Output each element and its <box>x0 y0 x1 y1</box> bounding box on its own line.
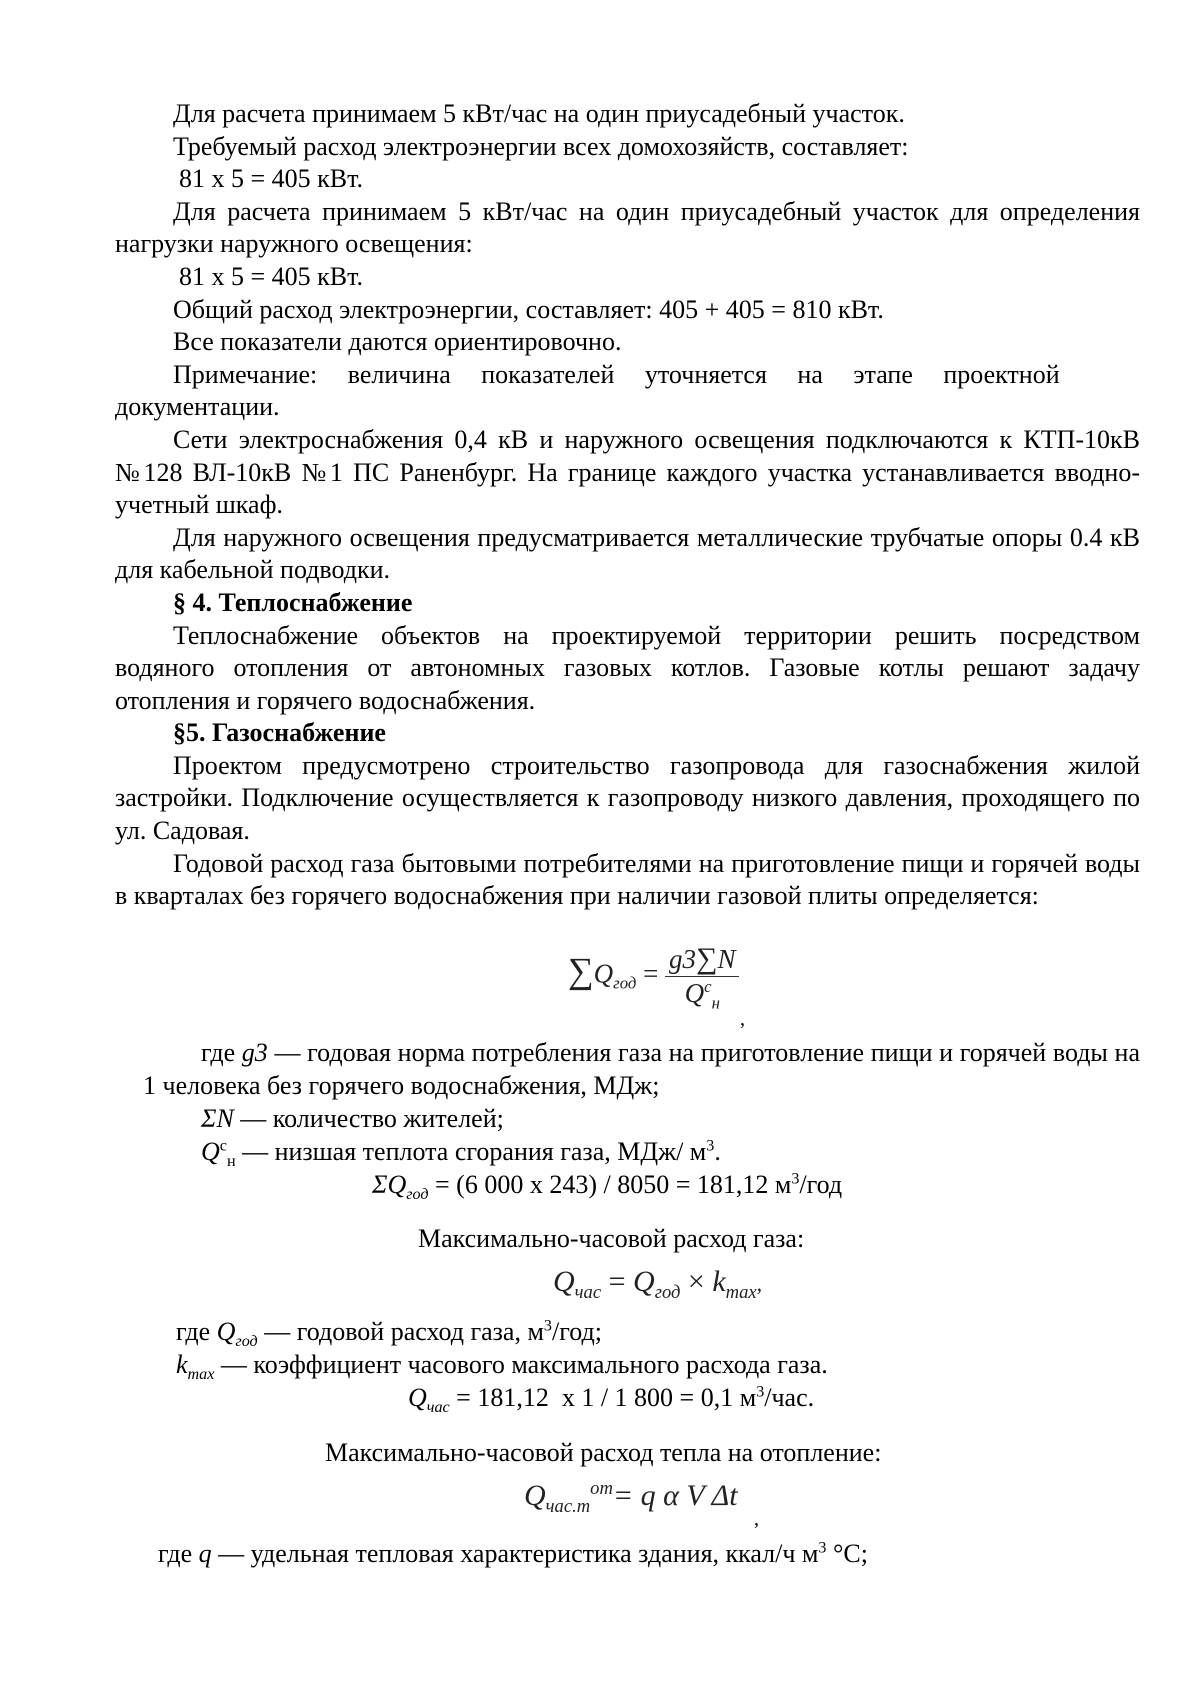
paragraph: Для расчета принимаем 5 кВт/час на один приусадебный участок для определения нагрузки наружного освещения: <box>115 196 1140 259</box>
formula-hourly-heat: $Q_{час.т}^{от}= q$ α V Δt <box>524 1478 738 1517</box>
paragraph: Теплоснабжение объектов на проектируемой территории решить посредством водяного отопления от автономных газовых котлов. Газовые котлы решают задачу отопления и горячего водоснабжения. <box>115 620 1140 715</box>
calculation-line: 81 х 5 = 405 кВт. <box>179 261 364 291</box>
paragraph: Годовой расход газа бытовыми потребителями на приготовление пищи и горячей воды в кварталах без горячего водоснабжения при наличии газовой плиты определяется: <box>115 848 1140 911</box>
formula-hourly-gas: $Q_{час} = Q_{год} \times k_{max}$, <box>553 1265 763 1303</box>
hourly-gas-result: $Q_{час} = 181,12$ х 1 / 1 800 = 0,1 $м^3$/час. <box>408 1383 815 1417</box>
formula-equals: = <box>643 958 659 989</box>
paragraph: Общий расход электроэнергии, составляет: 405 + 405 = 810 кВт. <box>173 294 884 324</box>
hourly-heat-title: Максимально-часовой расход тепла на отопление: <box>325 1438 882 1467</box>
paragraph: Проектом предусмотрено строительство газопровода для газоснабжения жилой застройки. Подключение осуществляется к газопроводу низкого давления, проходящего по ул. Садовая. <box>115 750 1140 846</box>
section-heading: §5. Газоснабжение <box>173 718 386 748</box>
paragraph: Требуемый расход электроэнергии всех домохозяйств, составляет: <box>173 131 909 161</box>
hourly-gas-title: Максимально-часовой расход газа: <box>418 1224 805 1253</box>
formula-subscript: год <box>613 973 637 993</box>
paragraph: Сети электроснабжения 0,4 кВ и наружного освещения подключаются к КТП-10кВ №128 ВЛ-10кВ №1 ПС Раненбург. На границе каждого участка устанавливается вводно-учетный шкаф. <box>115 424 1140 520</box>
paragraph: Все показатели даются ориентировочно. <box>173 327 622 357</box>
definition-g3: где g3 — годовая норма потребления газа на приготовление пищи и горячей воды на 1 человека без горячего водоснабжения, МДж; <box>143 1038 1140 1100</box>
document-body <box>115 98 1140 913</box>
annual-gas-result: $\Sigma Q_{год} = (6$ 000 х 243) / 8050 = 181,12 $м^3$/год <box>372 1170 843 1204</box>
paragraph: Примечание: величина показателей уточняется на этапе проектной документации. <box>115 359 1060 422</box>
paragraph: Для наружного освещения предусматривается металлические трубчатые опоры 0.4 кВ для кабельной подводки. <box>115 522 1140 585</box>
definition-q-specific: где q — удельная тепловая характеристика здания, ккал/ч $м^3$ °С; <box>158 1539 868 1568</box>
definition-q: $Q^с_н$ — низшая теплота сгорания газа, МДж/ $м^3$. <box>201 1137 721 1171</box>
formula-numerator: g3∑N <box>665 943 739 977</box>
formula-trailing-comma: , <box>740 1008 745 1030</box>
formula-sum-symbol: ∑ <box>568 950 594 991</box>
paragraph: Для расчета принимаем 5 кВт/час на один приусадебный участок. <box>173 99 905 128</box>
formula-denominator: $Q^с_н$ <box>684 976 720 1012</box>
formula-annual-gas <box>568 942 739 1012</box>
formula-symbol: Q <box>593 958 614 989</box>
formula-trailing-comma: , <box>754 1508 759 1530</box>
calculation-line: 81 х 5 = 405 кВт. <box>179 164 364 194</box>
definition-n: ΣN — количество жителей; <box>201 1104 504 1133</box>
formula-fraction <box>665 942 739 1012</box>
definition-kmax: $k_{max}$ — коэффициент часового максимального расхода газа. <box>176 1350 828 1384</box>
definition-qgod: где $Q_{год}$ — годовой расход газа, $м^3$/год; <box>176 1317 602 1351</box>
section-heading: § 4. Теплоснабжение <box>173 587 413 617</box>
